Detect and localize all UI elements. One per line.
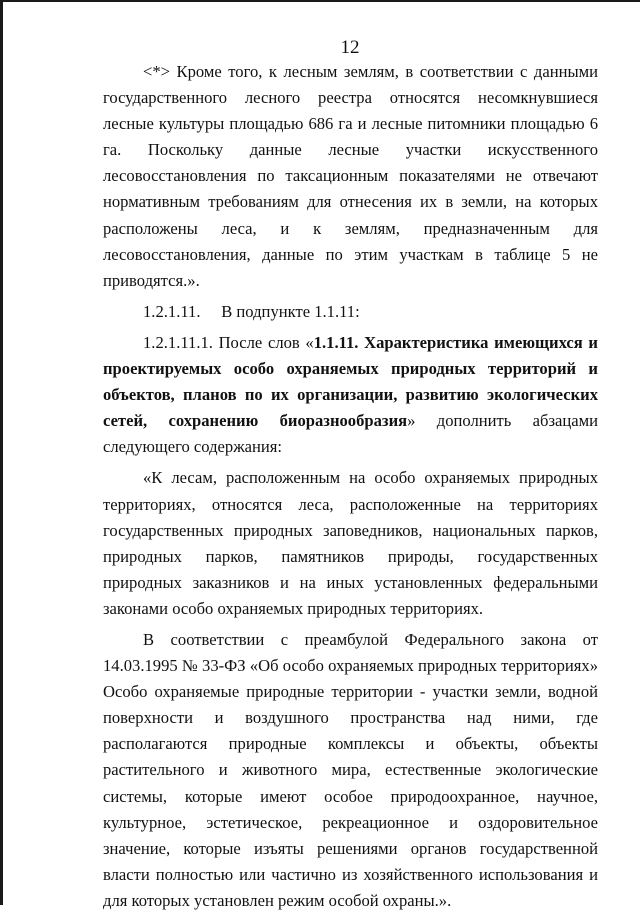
paragraph-quote-forests (103, 465, 598, 622)
scan-border-top (0, 0, 640, 2)
text-run: 1.2.1.11.1. После слов « (143, 332, 314, 352)
paragraph-subpoint-heading (103, 299, 598, 325)
text-run: <*> Кроме того, к лесным землям, в соответствии с данными государственного лесного реестра относятся несомкнувшиеся лесные культуры площадью 686 га и лесные питомники площадью 6 га. Поскольку данные лесные участки искусственного лесовосстановления по таксационным показателями не отвечают нормативным требованиям для отнесения их в земли, на которых расположены леса, и к землям, предназначенным для лесовосстановления, данные по этим участкам в таблице 5 не приводятся.». (103, 62, 598, 290)
text-run: «К лесам, расположенным на особо охраняемых природных территориях, относятся леса, расположенные на территориях государственных природных заповедников, национальных парков, природных парков, памятников природы, государственных природных заказников и на иных установленных федеральными законами особо охраняемых природных территориях. (103, 468, 598, 618)
paragraph-footnote (103, 59, 598, 294)
text-run: В соответствии с преамбулой Федерального закона от 14.03.1995 № 33-ФЗ «Об особо охраняемых природных территориях» Особо охраняемые природные территории - участки земли, водной поверхности и воздушного пространства над ними, где располагаются природные комплексы и объекты, объекты растительного и животного мира, естественные экологические системы, которые имеют особое природоохранное, научное, культурное, эстетическое, рекреационное и оздоровительное значение, которые изъяты решениями органов государственной власти полностью или частично из хозяйственного использования и для которых установлен режим особой охраны.». (103, 629, 598, 910)
paragraph-amendment-intro (103, 330, 598, 460)
page-number: 12 (340, 37, 360, 58)
paragraph-federal-law (103, 627, 598, 914)
scan-border-left (0, 0, 3, 905)
bold-text-run: 1.1.11. Характеристика имеющихся и проектируемых особо охраняемых природных территорий и объектов, планов по их организации, развитию экологических сетей, сохранению биоразнообразия (103, 332, 598, 431)
text-run: 1.2.1.11. В подпункте 1.1.11: (143, 301, 360, 321)
document-body (103, 59, 598, 914)
text-run: » дополнить абзацами следующего содержания: (103, 411, 598, 457)
